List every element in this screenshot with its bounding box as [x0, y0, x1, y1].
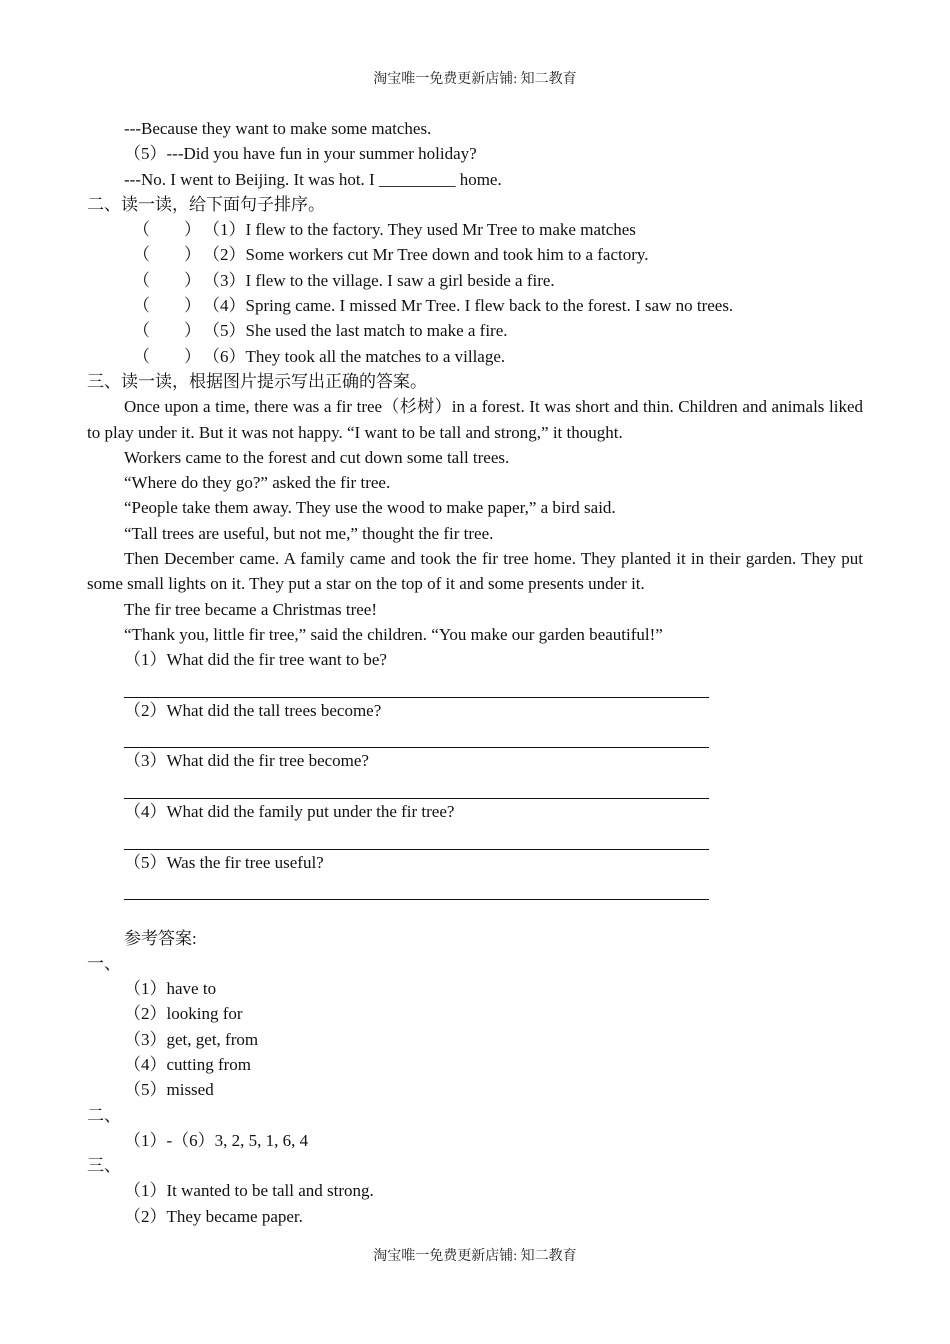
story-paragraph: “Tall trees are useful, but not me,” thought the fir tree.	[124, 523, 494, 543]
answer-line[interactable]	[124, 875, 709, 900]
dialogue-line: ---Because they want to make some matches.	[124, 119, 432, 138]
answer-bracket[interactable]: （ ）	[133, 245, 201, 265]
question: （2）What did the tall trees become?	[124, 700, 382, 720]
answer-item: （1）have to	[124, 979, 217, 999]
answer-item: （2）They became paper.	[124, 1206, 303, 1226]
story-paragraph: “People take them away. They use the wood to make paper,” a bird said.	[124, 498, 616, 518]
ordering-item: （ ） （2）Some workers cut Mr Tree down and took him to a factory.	[87, 242, 863, 267]
answer-item: （1）-（6）3, 2, 5, 1, 6, 4	[124, 1130, 309, 1150]
ordering-item: （ ） （4）Spring came. I missed Mr Tree. I flew back to the forest. I saw no trees.	[87, 293, 863, 318]
question: （3）What did the fir tree become?	[124, 751, 369, 771]
answer-line[interactable]	[124, 673, 709, 698]
story-paragraph: Workers came to the forest and cut down some tall trees.	[124, 447, 510, 467]
answer-line[interactable]	[124, 824, 709, 849]
story-paragraph: “Thank you, little fir tree,” said the children. “You make our garden beautiful!”	[124, 624, 663, 644]
story-paragraph: Once upon a time, there was a fir tree（杉树）in a forest. It was short and thin. Children and animals liked to play under it. But it was not happy. “I want to be tall and strong,” it thought.	[87, 397, 863, 442]
ordering-item: （ ） （1）I flew to the factory. They used Mr Tree to make matches	[87, 217, 863, 242]
dialogue-line: ---No. I went to Beijing. It was hot. I _________ home.	[124, 169, 502, 189]
answer-item: （5）missed	[124, 1080, 214, 1100]
answer-item: （3）get, get, from	[124, 1029, 259, 1049]
page-header: 淘宝唯一免费更新店铺: 知二教育	[373, 72, 577, 87]
page-footer: 淘宝唯一免费更新店铺: 知二教育	[373, 1249, 577, 1264]
answer-bracket[interactable]: （ ）	[133, 220, 201, 240]
story-paragraph: Then December came. A family came and took the fir tree home. They planted it in their garden. They put some small lights on it. They put a star on the top of it and some presents under it.	[87, 549, 863, 594]
answer-bracket[interactable]: （ ）	[133, 270, 201, 290]
answers-part-label: 二、	[87, 1105, 121, 1125]
story-paragraph: The fir tree became a Christmas tree!	[124, 599, 377, 619]
answer-item: （4）cutting from	[124, 1054, 252, 1074]
question: （1）What did the fir tree want to be?	[124, 650, 387, 670]
ordering-item: （ ） （5）She used the last match to make a fire.	[87, 318, 863, 343]
answer-line[interactable]	[124, 723, 709, 748]
answer-item: （1）It wanted to be tall and strong.	[124, 1181, 374, 1201]
section-title-ordering: 二、读一读，给下面句子排序。	[87, 194, 325, 214]
story-paragraph: “Where do they go?” asked the fir tree.	[124, 473, 391, 493]
answer-line[interactable]	[124, 774, 709, 799]
question: （4）What did the family put under the fir tree?	[124, 802, 455, 822]
ordering-item: （ ） （3）I flew to the village. I saw a girl beside a fire.	[87, 268, 863, 293]
ordering-item: （ ） （6）They took all the matches to a village.	[87, 344, 863, 369]
answer-item: （2）looking for	[124, 1004, 243, 1024]
answers-part-label: 三、	[87, 1156, 121, 1176]
document-body	[87, 116, 863, 1229]
answers-part-label: 一、	[87, 953, 121, 973]
answer-bracket[interactable]: （ ）	[133, 296, 201, 316]
question: （5）Was the fir tree useful?	[124, 852, 324, 872]
section-title-reading: 三、读一读，根据图片提示写出正确的答案。	[87, 371, 427, 391]
answers-title: 参考答案:	[124, 928, 197, 948]
answer-bracket[interactable]: （ ）	[133, 321, 201, 341]
dialogue-line: （5）---Did you have fun in your summer holiday?	[124, 144, 477, 164]
answer-bracket[interactable]: （ ）	[133, 346, 201, 366]
